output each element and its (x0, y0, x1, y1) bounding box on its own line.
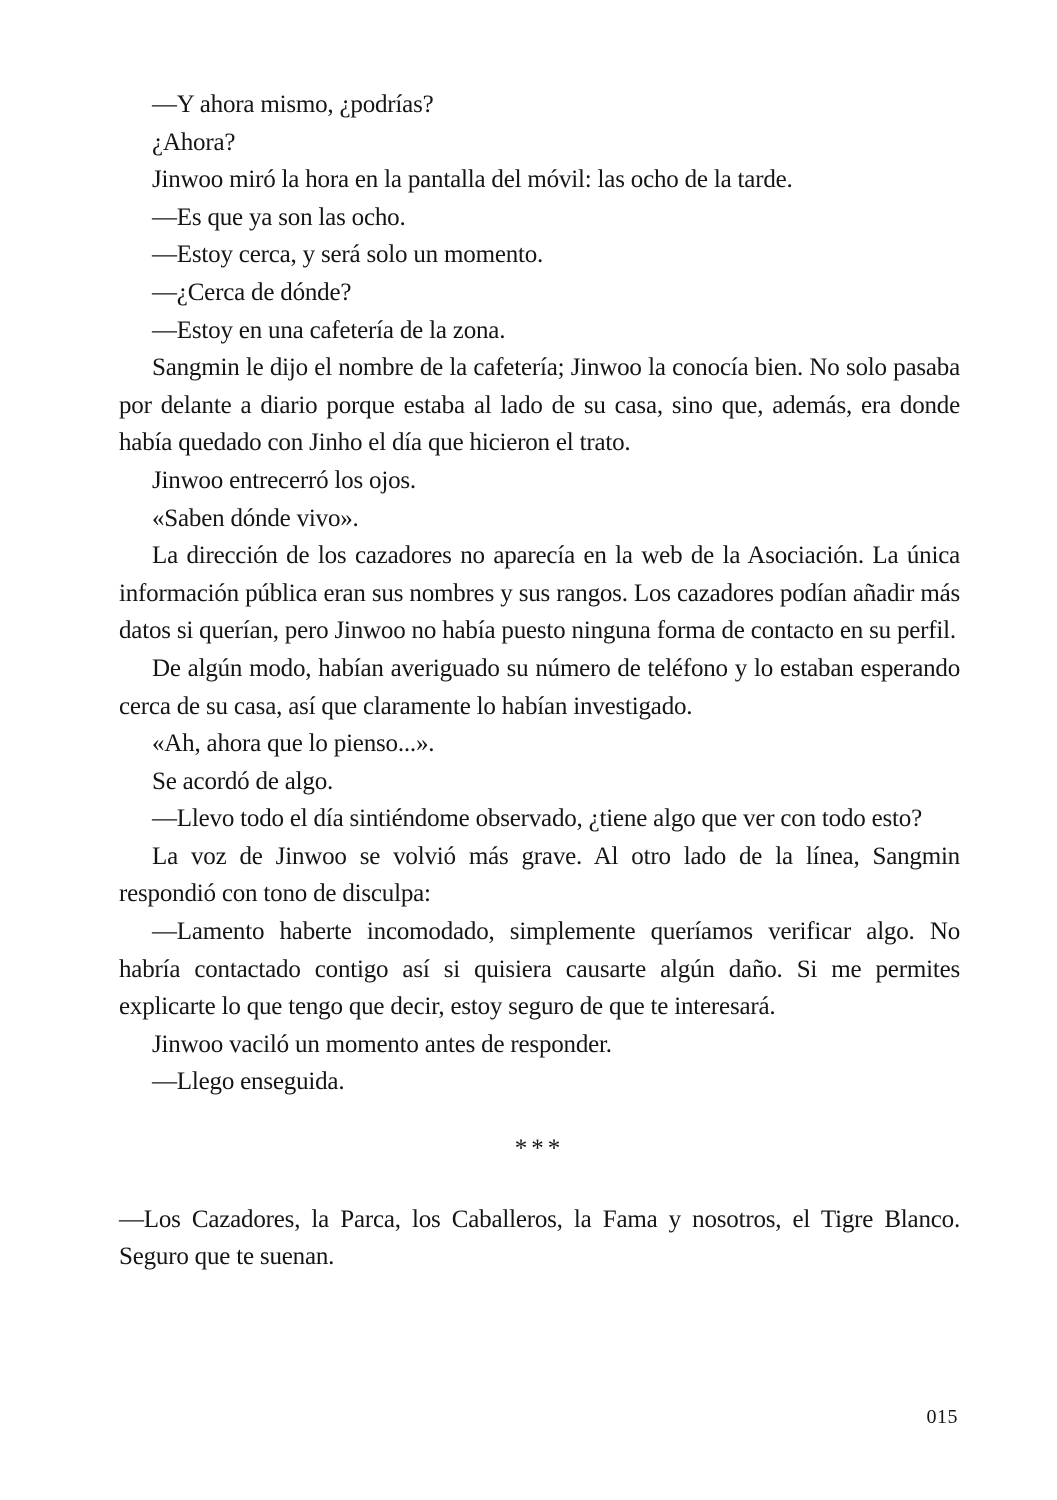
paragraph: —¿Cerca de dónde? (152, 278, 352, 306)
paragraph: —Y ahora mismo, ¿podrías? (152, 91, 434, 118)
paragraph: —Lamento haberte incomodado, simplemente queríamos verificar algo. No habría contactado contigo así si quisiera causarte algún daño. Si me permites explicarte lo que tengo que decir, estoy seguro de que te interesará. (119, 918, 960, 1021)
paragraph: Jinwoo miró la hora en la pantalla del móvil: las ocho de la tarde. (152, 166, 793, 194)
scene-break-asterisks: *** (514, 1135, 565, 1163)
paragraph: Sangmin le dijo el nombre de la cafetería; Jinwoo la conocía bien. No solo pasaba por delante a diario porque estaba al lado de su casa, sino que, además, era donde había quedado con Jinho el día que hicieron el trato. (119, 354, 960, 457)
paragraph: «Ah, ahora que lo pienso...». (152, 730, 435, 758)
paragraph: La dirección de los cazadores no aparecía en la web de la Asociación. La única información pública eran sus nombres y sus rangos. Los cazadores podían añadir más datos si querían, pero Jinwoo no había puesto ninguna forma de contacto en su perfil. (119, 542, 960, 645)
paragraph: —Estoy cerca, y será solo un momento. (152, 241, 544, 269)
paragraph: —Llego enseguida. (152, 1068, 345, 1096)
paragraph: —Es que ya son las ocho. (152, 203, 406, 231)
paragraph: Jinwoo vaciló un momento antes de responder. (152, 1030, 612, 1058)
paragraph: De algún modo, habían averiguado su número de teléfono y lo estaban esperando cerca de su casa, así que claramente lo habían investigado. (119, 654, 960, 720)
page-number: 015 (926, 1406, 958, 1428)
body-text (119, 86, 960, 1276)
paragraph: ¿Ahora? (152, 128, 236, 156)
paragraph: —Estoy en una cafetería de la zona. (152, 316, 506, 344)
scene-break (119, 1124, 960, 1162)
paragraph: «Saben dónde vivo». (152, 504, 359, 532)
paragraph: La voz de Jinwoo se volvió más grave. Al otro lado de la línea, Sangmin respondió con tono de disculpa: (119, 842, 960, 908)
paragraph: Se acordó de algo. (152, 767, 334, 795)
paragraph: —Llevo todo el día sintiéndome observado, ¿tiene algo que ver con todo esto? (152, 805, 922, 833)
paragraph: —Los Cazadores, la Parca, los Caballeros, la Fama y nosotros, el Tigre Blanco. Seguro que te suenan. (119, 1205, 960, 1271)
paragraph: Jinwoo entrecerró los ojos. (152, 466, 416, 494)
